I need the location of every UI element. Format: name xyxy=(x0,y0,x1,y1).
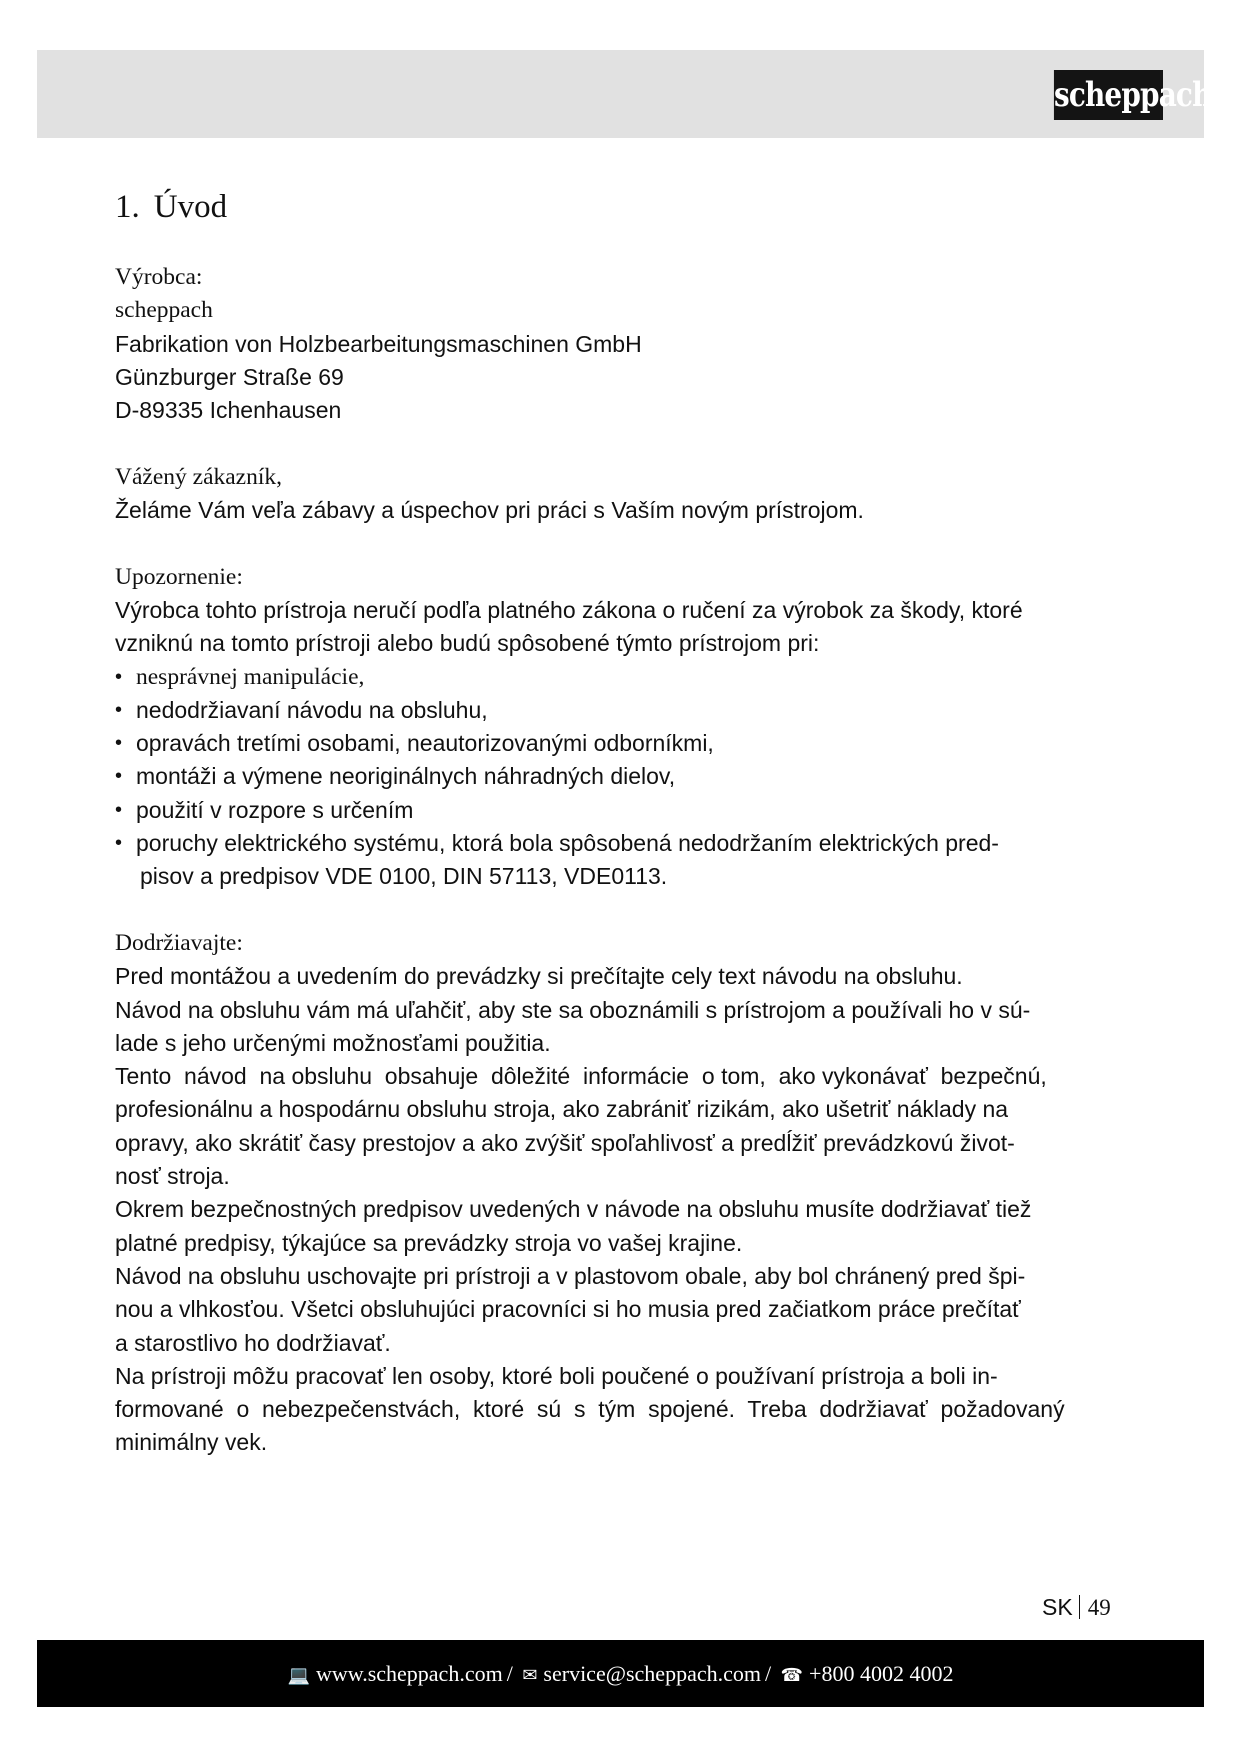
manufacturer-city: D-89335 Ichenhausen xyxy=(115,397,342,424)
footer-separator: / xyxy=(506,1661,513,1686)
manufacturer-label: Výrobca: xyxy=(115,264,203,290)
paragraph-line: formované o nebezpečenstvách, ktoré sú s tým spojené. Treba dodržiavať požadovaný xyxy=(115,1396,1065,1423)
list-item: • poruchy elektrického systému, ktorá bola spôsobená nedodržaním elektrických pred- xyxy=(115,827,1135,860)
footer-website[interactable]: www.scheppach.com xyxy=(315,1661,503,1686)
list-item: • nedodržiavaní návodu na obsluhu, xyxy=(115,694,1135,727)
paragraph-line: Návod na obsluhu uschovajte pri prístroji a v plastovom obale, aby bol chránený pred špi- xyxy=(115,1262,1026,1289)
header-band xyxy=(37,50,1212,138)
manufacturer-street: Günzburger Straße 69 xyxy=(115,363,344,390)
observe-block xyxy=(115,927,1135,1460)
paragraph-line: Na prístroji môžu pracovať len osoby, ktoré boli poučené o používaní prístroja a boli in- xyxy=(115,1362,998,1389)
paragraph-line: nou a vlhkosťou. Všetci obsluhujúci pracovníci si ho musia pred začiatkom práce prečítať xyxy=(115,1296,1021,1323)
greeting-block xyxy=(115,461,1135,528)
paragraph-line: profesionálnu a hospodárnu obsluhu stroja, ako zabrániť rizikám, ako ušetriť náklady na xyxy=(115,1096,1009,1123)
manufacturer-name: scheppach xyxy=(115,297,213,324)
scheppach-logo: scheppach xyxy=(1054,70,1163,120)
notice-label: Upozornenie: xyxy=(115,563,243,590)
list-item: • opravách tretími osobami, neautorizovanými odborníkmi, xyxy=(115,727,1135,760)
page-content xyxy=(115,182,1135,1460)
paragraph-line: lade s jeho určenými možnosťami použitia. xyxy=(115,1029,551,1056)
page-number-divider xyxy=(1079,1595,1080,1619)
manufacturer-company: Fabrikation von Holzbearbeitungsmaschinen GmbH xyxy=(115,330,642,357)
paragraph-line: nosť stroja. xyxy=(115,1163,230,1190)
telephone-icon: ☎ xyxy=(780,1665,804,1686)
paragraph-line: minimálny vek. xyxy=(115,1429,268,1456)
list-item: • montáži a výmene neoriginálnych náhradných dielov, xyxy=(115,760,1135,793)
footer-phone[interactable]: +800 4002 4002 xyxy=(809,1661,954,1686)
notice-line-2: vzniknú na tomto prístroji alebo budú spôsobené týmto prístrojom pri: xyxy=(115,630,820,657)
paragraph-line: a starostlivo ho dodržiavať. xyxy=(115,1329,391,1356)
paragraph-line: opravy, ako skrátiť časy prestojov a ako zvýšiť spoľahlivosť a predĺžiť prevádzkovú život- xyxy=(115,1129,1015,1156)
observe-label: Dodržiavajte: xyxy=(115,929,243,956)
computer-icon: 💻 xyxy=(287,1665,310,1686)
list-item: • nesprávnej manipulácie, xyxy=(115,661,1135,694)
section-title-text: Úvod xyxy=(153,189,228,225)
footer-separator: / xyxy=(764,1661,772,1686)
greeting-salutation: Vážený zákazník, xyxy=(115,463,283,490)
paragraph-line: platné predpisy, týkajúce sa prevádzky stroja vo vašej krajine. xyxy=(115,1229,743,1256)
notice-line-1: Výrobca tohto prístroja neručí podľa platného zákona o ručení za výrobok za škody, ktoré xyxy=(115,596,1023,623)
paragraph-line: Okrem bezpečnostných predpisov uvedených v návode na obsluhu musíte dodržiavať tiež xyxy=(115,1196,1032,1223)
section-title xyxy=(115,182,1135,232)
manufacturer-block xyxy=(115,261,1135,427)
footer-email[interactable]: service@scheppach.com xyxy=(543,1661,761,1686)
page-number-block xyxy=(1042,1590,1111,1624)
paragraph-line: Pred montážou a uvedením do prevádzky si prečítajte cely text návodu na obsluhu. xyxy=(115,963,963,990)
notice-list xyxy=(115,661,1135,861)
page-number: 49 xyxy=(1087,1595,1111,1620)
paragraph-line: Návod na obsluhu vám má uľahčiť, aby ste sa oboznámili s prístrojom a používali ho v sú- xyxy=(115,996,1031,1023)
envelope-icon: ✉ xyxy=(522,1665,538,1686)
list-item: • použití v rozpore s určením xyxy=(115,794,1135,827)
notice-block xyxy=(115,561,1135,894)
language-code: SK xyxy=(1042,1594,1073,1620)
greeting-text: Želáme Vám veľa zábavy a úspechov pri práci s Vaším novým prístrojom. xyxy=(115,497,864,524)
list-item-continuation: pisov a predpisov VDE 0100, DIN 57113, VDE0113. xyxy=(140,863,668,890)
paragraph-line: Tento návod na obsluhu obsahuje dôležité informácie o tom, ako vykonávať bezpečnú, xyxy=(115,1063,1047,1090)
footer-band xyxy=(37,1640,1204,1707)
section-number: 1. xyxy=(115,189,140,225)
